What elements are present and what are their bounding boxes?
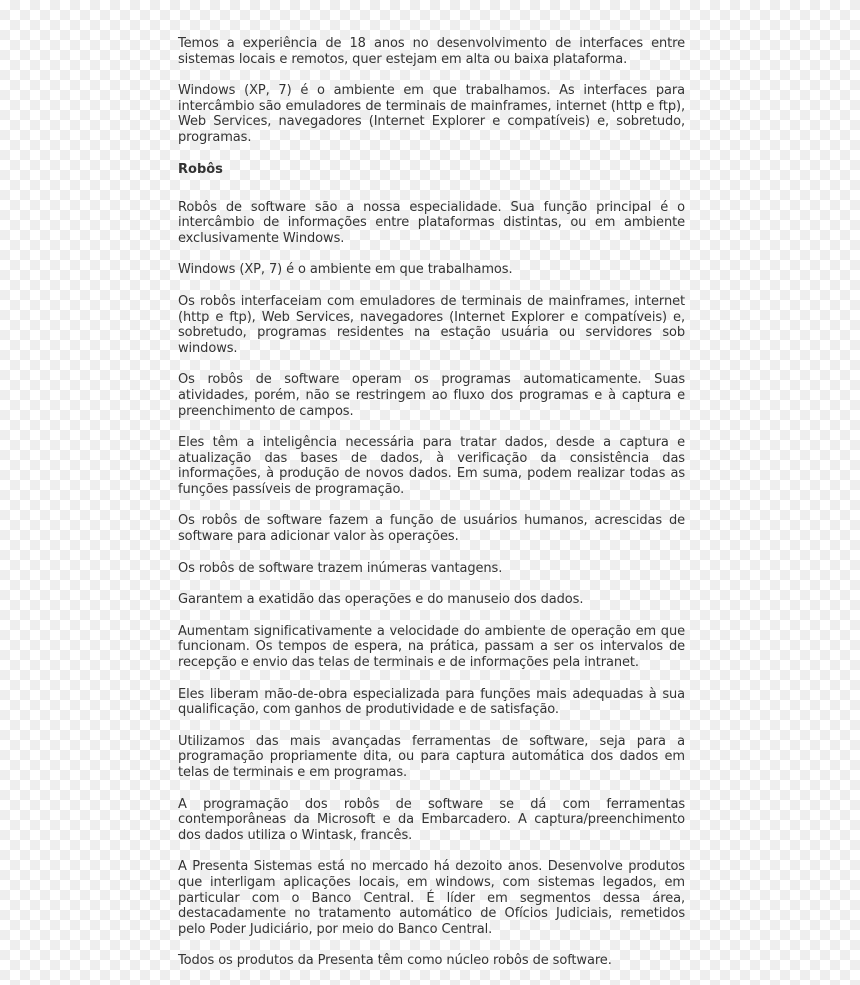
intro-paragraph: Windows (XP, 7) é o ambiente em que trabalhamos. As interfaces para intercâmbio são emuladores de terminais de mainframes, internet (http e ftp), Web Services, navegadores (Internet Explorer e compatíveis) e, sobretudo, programas.	[178, 83, 685, 145]
body-paragraph: Utilizamos das mais avançadas ferramentas de software, seja para a programação propriamente dita, ou para captura automática dos dados em telas de terminais e em programas.	[178, 733, 685, 780]
body-paragraph: Eles liberam mão-de-obra especializada para funções mais adequadas à sua qualificação, com ganhos de produtividade e de satisfação.	[178, 686, 685, 718]
body-paragraph: Todos os produtos da Presenta têm como núcleo robôs de software.	[178, 953, 612, 969]
body-paragraph: Garantem a exatidão das operações e do manuseio dos dados.	[178, 592, 584, 608]
intro-paragraph: Temos a experiência de 18 anos no desenvolvimento de interfaces entre sistemas locais e remotos, quer estejam em alta ou baixa plataforma.	[178, 36, 685, 67]
body-paragraph: Os robôs de software operam os programas automaticamente. Suas atividades, porém, não se restringem ao fluxo dos programas e à captura e preenchimento de campos.	[178, 372, 685, 419]
body-paragraph: Os robôs interfaceiam com emuladores de terminais de mainframes, internet (http e ftp), Web Services, navegadores (Internet Explorer e compatíveis) e, sobretudo, programas residentes na estação usuária ou servidores sob windows.	[178, 293, 685, 356]
body-paragraph: A programação dos robôs de software se dá com ferramentas contemporâneas da Microsoft e da Embarcadero. A captura/preenchimento dos dados utiliza o Wintask, francês.	[178, 796, 685, 843]
document-body	[178, 36, 685, 985]
body-paragraph: Robôs de software são a nossa especialidade. Sua função principal é o intercâmbio de informações entre plataformas distintas, ou em ambiente exclusivamente Windows.	[178, 199, 685, 246]
body-paragraph: A Presenta Sistemas está no mercado há dezoito anos. Desenvolve produtos que interligam aplicações locais, em windows, com sistemas legados, em particular com o Banco Central. É líder em segmentos dessa área, destacadamente no tratamento automático de Ofícios Judiciais, remetidos pelo Poder Judiciário, por meio do Banco Central.	[178, 859, 685, 937]
body-paragraph: Os robôs de software fazem a função de usuários humanos, acrescidas de software para adicionar valor às operações.	[178, 513, 685, 545]
body-paragraph: Eles têm a inteligência necessária para tratar dados, desde a captura e atualização das bases de dados, à verificação da consistência das informações, à produção de novos dados. Em suma, podem realizar todas as funções passíveis de programação.	[178, 435, 685, 497]
body-paragraph: Os robôs de software trazem inúmeras vantagens.	[178, 560, 503, 576]
body-paragraph: Windows (XP, 7) é o ambiente em que trabalhamos.	[178, 262, 513, 278]
body-paragraph: Aumentam significativamente a velocidade do ambiente de operação em que funcionam. Os tempos de espera, na prática, passam a ser os intervalos de recepção e envio das telas de terminais e de informações pela intranet.	[178, 623, 685, 671]
section-heading: Robôs	[178, 161, 223, 177]
